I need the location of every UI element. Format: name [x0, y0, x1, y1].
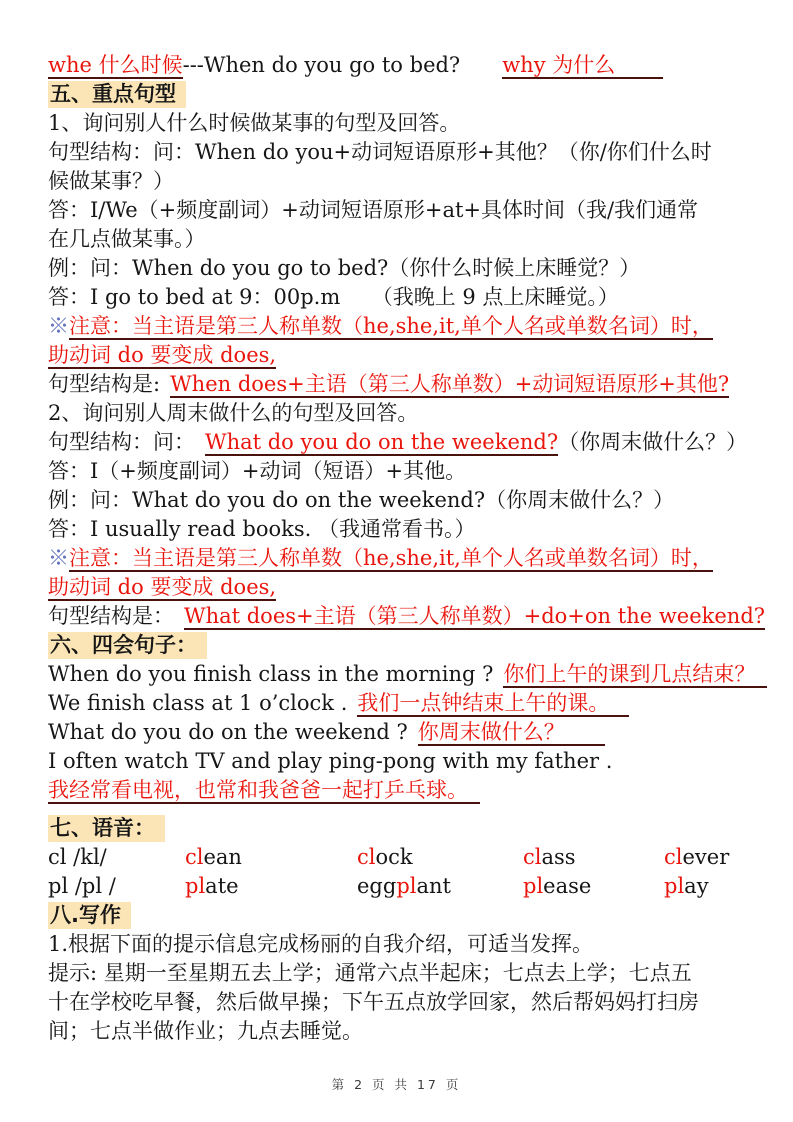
text-line: 提示: 星期一至星期五去上学；通常六点半起床；七点去上学；七点五	[48, 961, 692, 985]
vocab-example-sentence: ---When do you go to bed?	[182, 53, 461, 77]
chinese-translation: 我们一点钟结束上午的课。	[357, 691, 629, 717]
section-header-label: 七、语音：	[48, 815, 165, 842]
phonics-word: class	[523, 845, 576, 869]
phonics-row	[48, 872, 749, 901]
text-line: 答：I go to bed at 9：00p.m （我晚上 9 点上床睡觉。）	[48, 285, 619, 309]
page-number-footer: 第 2 页 共 17 页	[331, 1077, 462, 1092]
section-header-8	[48, 901, 749, 930]
vocab-term-why: why 为什么	[502, 53, 663, 79]
sentence-line: I often watch TV and play ping-pong with my father .	[48, 749, 613, 773]
chinese-translation: 你们上午的课到几点结束？	[503, 662, 767, 688]
text-line: 例：问：What do you do on the weekend?（你周末做什么？）	[48, 488, 675, 512]
text-line: 答：I/We（+频度副词）+动词短语原形+at+具体时间（我/我们通常	[48, 198, 699, 222]
pattern-formula: What do you do on the weekend?	[205, 430, 559, 454]
vocab-line	[48, 51, 749, 80]
phonics-word: plate	[185, 874, 239, 898]
text-line: 候做某事？）	[48, 169, 174, 193]
note-text: 注意：当主语是第三人称单数（he,she,it,单个人名或单数名词）时，	[69, 314, 713, 338]
phonics-row	[48, 843, 749, 872]
section-header-5	[48, 80, 749, 109]
phonics-word: clever	[664, 845, 730, 869]
text-line: 答：I usually read books. （我通常看书。）	[48, 517, 476, 541]
section-header-6	[48, 631, 749, 660]
text-line: 在几点做某事。）	[48, 227, 206, 251]
pattern-line	[48, 428, 749, 457]
note-text: 注意：当主语是第三人称单数（he,she,it,单个人名或单数名词）时，	[69, 546, 713, 570]
sentence-line	[48, 689, 749, 718]
section-header-7	[48, 814, 749, 843]
note-text: 助动词 do 要变成 does,	[48, 343, 277, 367]
text-line: 1.根据下面的提示信息完成杨丽的自我介绍，可适当发挥。	[48, 932, 594, 956]
section-header-label: 六、四会句子：	[48, 632, 207, 659]
text-line: 1、询问别人什么时候做某事的句型及回答。	[48, 111, 461, 135]
note-line	[48, 341, 749, 370]
pattern-line	[48, 370, 749, 399]
note-line	[48, 544, 749, 573]
text-line: 句型结构：问：When do you+动词短语原形+其他？（你/你们什么时	[48, 140, 712, 164]
english-sentence: When do you finish class in the morning ?	[48, 662, 494, 686]
sentence-line	[48, 660, 756, 689]
text-line: 十在学校吃早餐，然后做早操；下午五点放学回家，然后帮妈妈打扫房	[48, 990, 699, 1014]
sentence-line	[48, 776, 749, 805]
sentence-line	[48, 718, 749, 747]
english-sentence: What do you do on the weekend ?	[48, 720, 408, 744]
text-line: 2、询问别人周末做什么的句型及回答。	[48, 401, 419, 425]
english-sentence: We finish class at 1 o’clock .	[48, 691, 348, 715]
text-line: 例：问：When do you go to bed?（你什么时候上床睡觉？）	[48, 256, 641, 280]
text-line: 间；七点半做作业；九点去睡觉。	[48, 1019, 363, 1043]
vocab-term-whe: whe 什么时候	[48, 53, 183, 77]
pattern-formula: When does+主语（第三人称单数）+动词短语原形+其他?	[170, 372, 730, 396]
pattern-label: 句型结构是:	[48, 372, 161, 396]
phonics-word: play	[664, 874, 709, 898]
phoneme-label: cl /kl/	[48, 845, 107, 869]
phoneme-label: pl /pl /	[48, 874, 116, 898]
pattern-label: 句型结构：问：	[48, 430, 195, 454]
section-header-label: 八.写作	[48, 902, 131, 929]
chinese-translation: 我经常看电视，也常和我爸爸一起打乒乓球。	[48, 778, 480, 804]
note-line	[48, 312, 749, 341]
phonics-word: clean	[185, 845, 242, 869]
phonics-word: please	[523, 874, 592, 898]
phonics-word: eggplant	[357, 874, 451, 898]
note-text: 助动词 do 要变成 does,	[48, 575, 277, 599]
text-line: 答：I（+频度副词）+动词（短语）+其他。	[48, 459, 467, 483]
pattern-label: 句型结构是：	[48, 604, 174, 628]
pattern-line	[48, 602, 766, 631]
chinese-translation: 你周末做什么？	[418, 720, 605, 746]
note-line	[48, 573, 749, 602]
reference-mark-icon: ※	[48, 546, 69, 570]
section-header-label: 五、重点句型	[48, 81, 186, 108]
reference-mark-icon: ※	[48, 314, 69, 338]
phonics-word: clock	[357, 845, 413, 869]
pattern-formula: What does+主语（第三人称单数）+do+on the weekend?	[184, 604, 766, 628]
pattern-translation: （你周末做什么？）	[558, 430, 748, 454]
